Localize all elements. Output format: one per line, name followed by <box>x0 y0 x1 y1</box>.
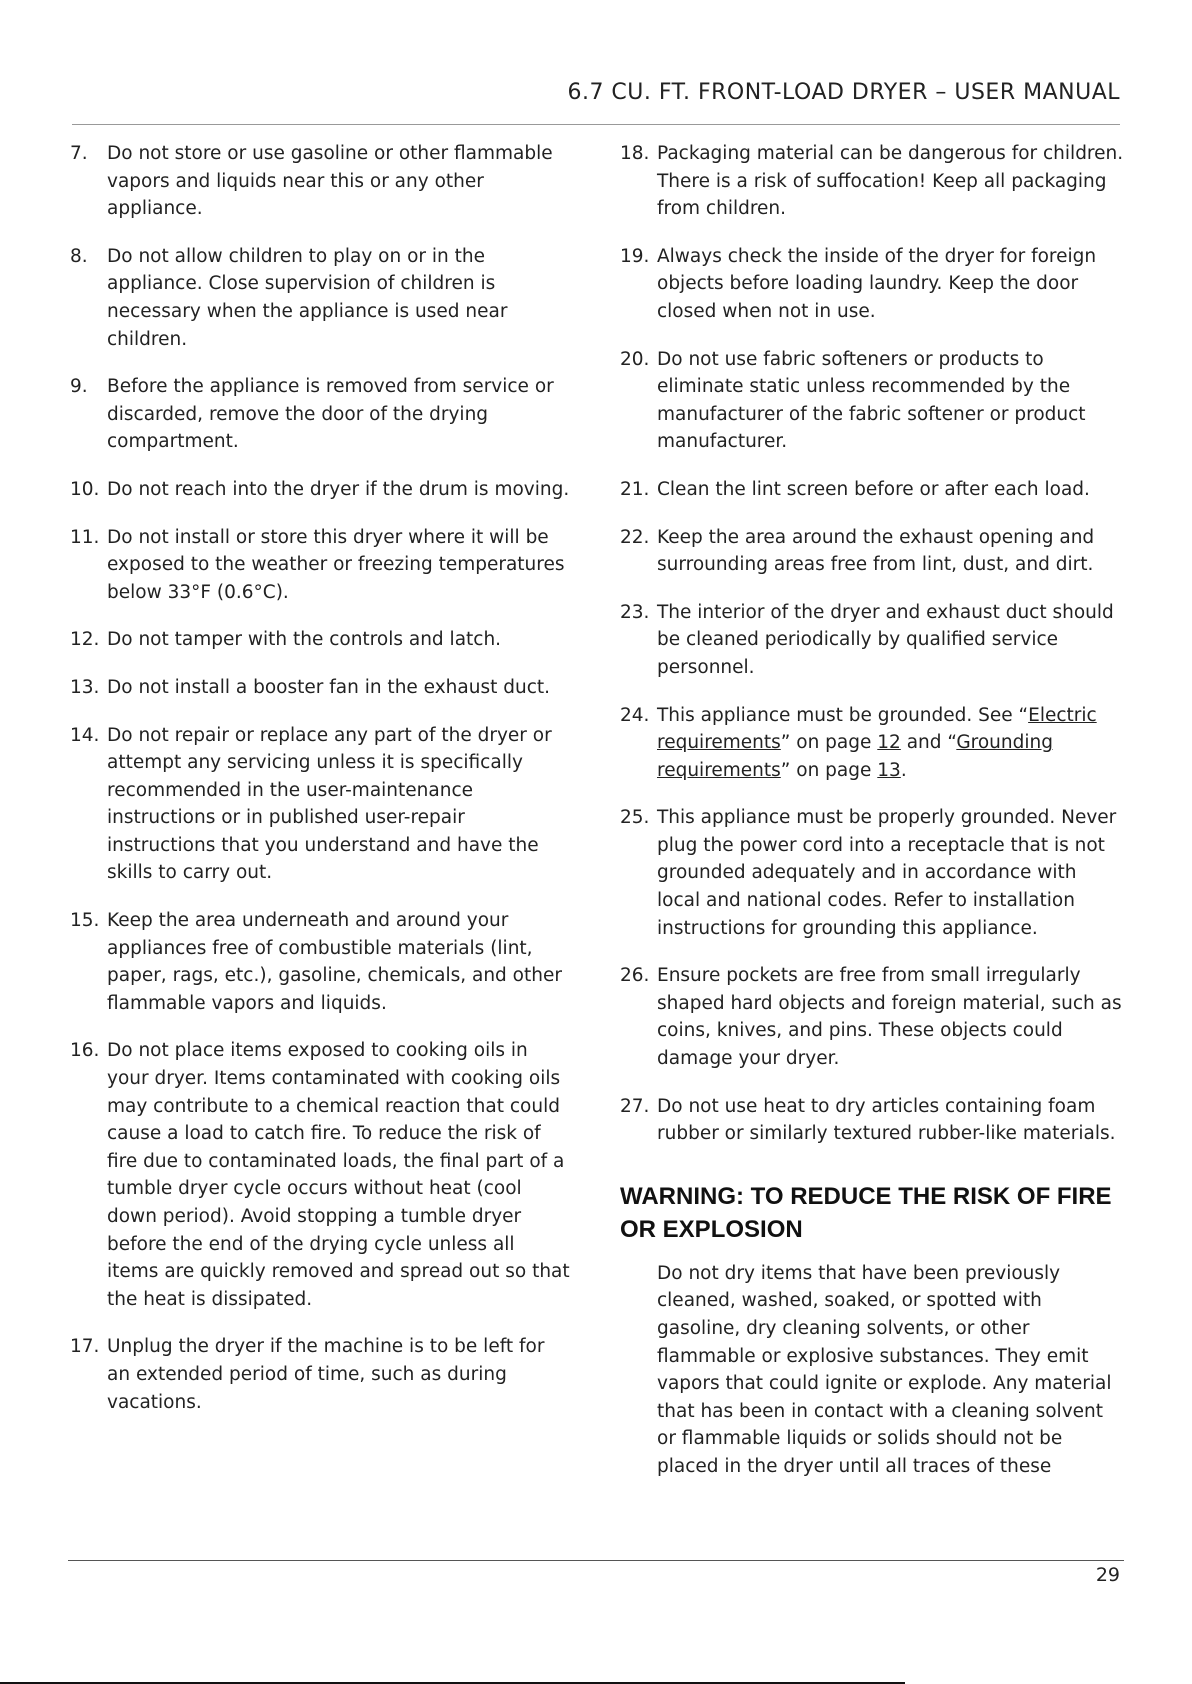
item-number: 12. <box>70 629 100 651</box>
item-number: 16. <box>70 1040 100 1062</box>
list-item <box>620 140 1125 223</box>
list-item <box>620 476 1125 504</box>
item-text: Clean the lint screen before or after each load. <box>657 478 1090 500</box>
item-text <box>657 705 1097 781</box>
item-text-part: . <box>900 759 907 781</box>
list-item <box>70 722 570 888</box>
warning-body-text: Do not dry items that have been previously cleaned, washed, soaked, or spotted with gasoline, dry cleaning solvents, or other flammable or explosive substances. They emit vapors that could ignite or explode. Any material that has been in contact with a cleaning solvent or flammable liquids or solids should not be placed in the dryer until all traces of these <box>657 1262 1112 1477</box>
electric-requirements-link[interactable]: Electric requirements <box>657 704 1097 754</box>
list-item <box>620 1093 1125 1148</box>
list-item <box>70 674 570 702</box>
item-number: 18. <box>620 143 650 164</box>
item-number: 8. <box>70 245 88 267</box>
item-text: Do not use fabric softeners or products to eliminate static unless recommended by the manufacturer of the fabric softener or product manufacturer. <box>657 348 1086 453</box>
item-number: 25. <box>620 807 650 829</box>
item-number: 21. <box>620 478 650 500</box>
item-number: 23. <box>620 601 650 623</box>
list-item <box>620 599 1125 682</box>
item-number: 26. <box>620 965 650 987</box>
list-item-grounding <box>620 702 1125 785</box>
list-item <box>70 524 570 607</box>
item-text: Do not use heat to dry articles containing foam rubber or similarly textured rubber-like materials. <box>657 1095 1116 1145</box>
item-number: 10. <box>70 478 100 500</box>
item-number: 24. <box>620 704 650 726</box>
list-item <box>620 346 1125 456</box>
item-text: Do not place items exposed to cooking oils in your dryer. Items contaminated with cooking oils may contribute to a chemical reaction that could cause a load to catch fire. To reduce the risk of fire due to contaminated loads, the final part of a tumble dryer cycle occurs without heat (cool down period). Avoid stopping a tumble dryer before the end of the drying cycle unless all items are quickly removed and spread out so that the heat is dissipated. <box>107 1040 570 1310</box>
page-12-link[interactable]: 12 <box>877 732 901 754</box>
item-text: Unplug the dryer if the machine is to be left for an extended period of time, such as during vacations. <box>107 1336 545 1413</box>
item-number: 19. <box>620 245 650 267</box>
item-text: Keep the area around the exhaust opening and surrounding areas free from lint, dust, and dirt. <box>657 526 1095 576</box>
list-item <box>70 373 570 456</box>
item-text: Packaging material can be dangerous for children. There is a risk of suffocation! Keep all packaging from children. <box>657 143 1124 220</box>
grounding-requirements-link[interactable]: Grounding requirements <box>657 732 1053 781</box>
item-number: 27. <box>620 1095 650 1117</box>
item-text: Do not store or use gasoline or other flammable vapors and liquids near this or any other appliance. <box>107 143 553 220</box>
item-text: Do not install a booster fan in the exhaust duct. <box>107 676 551 698</box>
item-text-part: This appliance must be grounded. See “ <box>657 704 1029 726</box>
list-item <box>70 907 570 1017</box>
header-divider <box>72 124 1120 125</box>
item-number: 15. <box>70 910 100 932</box>
item-text: Always check the inside of the dryer for foreign objects before loading laundry. Keep the door closed when not in use. <box>657 245 1097 322</box>
item-text-part: ” on page <box>780 759 878 781</box>
safety-list-left <box>70 140 570 1416</box>
page-header-title: 6.7 CU. FT. FRONT-LOAD DRYER – USER MANUAL <box>567 80 1120 105</box>
item-text-part: ” on page <box>780 732 878 754</box>
list-item <box>620 243 1125 326</box>
item-number: 11. <box>70 526 100 548</box>
item-number: 13. <box>70 676 100 698</box>
page-number: 29 <box>1095 1564 1120 1586</box>
right-column <box>620 140 1125 1481</box>
item-text: Ensure pockets are free from small irregularly shaped hard objects and foreign material, such as coins, knives, and pins. These objects could damage your dryer. <box>657 965 1122 1070</box>
item-number: 14. <box>70 724 100 746</box>
item-text: Do not repair or replace any part of the dryer or attempt any servicing unless it is specifically recommended in the user-maintenance instructions or in published user-repair instructions that you understand and have the skills to carry out. <box>107 724 552 884</box>
list-item <box>70 1333 570 1416</box>
item-text: Do not reach into the dryer if the drum is moving. <box>107 478 570 500</box>
left-column <box>70 140 570 1436</box>
list-item <box>70 476 570 504</box>
list-item <box>70 243 570 353</box>
item-text-part: and “ <box>900 732 957 754</box>
item-text: Do not allow children to play on or in the appliance. Close supervision of children is necessary when the appliance is used near children. <box>107 245 508 350</box>
item-number: 20. <box>620 348 650 370</box>
item-text: Keep the area underneath and around your appliances free of combustible materials (lint, paper, rags, etc.), gasoline, chemicals, and other flammable vapors and liquids. <box>107 910 562 1014</box>
safety-list-right <box>620 140 1125 1148</box>
page-13-link[interactable]: 13 <box>877 759 901 781</box>
item-number: 7. <box>70 143 88 164</box>
list-item <box>70 140 570 223</box>
list-item <box>70 1037 570 1313</box>
footer-divider <box>68 1560 1124 1561</box>
item-text: The interior of the dryer and exhaust duct should be cleaned periodically by qualified service personnel. <box>657 601 1114 678</box>
item-text: Before the appliance is removed from service or discarded, remove the door of the drying compartment. <box>107 376 554 453</box>
list-item <box>620 962 1125 1072</box>
list-item <box>70 626 570 654</box>
list-item <box>620 524 1125 579</box>
item-text: This appliance must be properly grounded. Never plug the power cord into a receptacle that is not grounded adequately and in accordance with local and national codes. Refer to installation instructions for grounding this appliance. <box>657 807 1117 939</box>
item-number: 22. <box>620 526 650 548</box>
item-text: Do not install or store this dryer where it will be exposed to the weather or freezing temperatures below 33°F (0.6°C). <box>107 526 565 603</box>
item-number: 17. <box>70 1336 100 1358</box>
warning-heading: WARNING: TO REDUCE THE RISK OF FIRE OR EXPLOSION <box>620 1182 1112 1243</box>
item-text: Do not tamper with the controls and latch. <box>107 629 502 651</box>
item-number: 9. <box>70 376 88 398</box>
list-item <box>620 804 1125 942</box>
